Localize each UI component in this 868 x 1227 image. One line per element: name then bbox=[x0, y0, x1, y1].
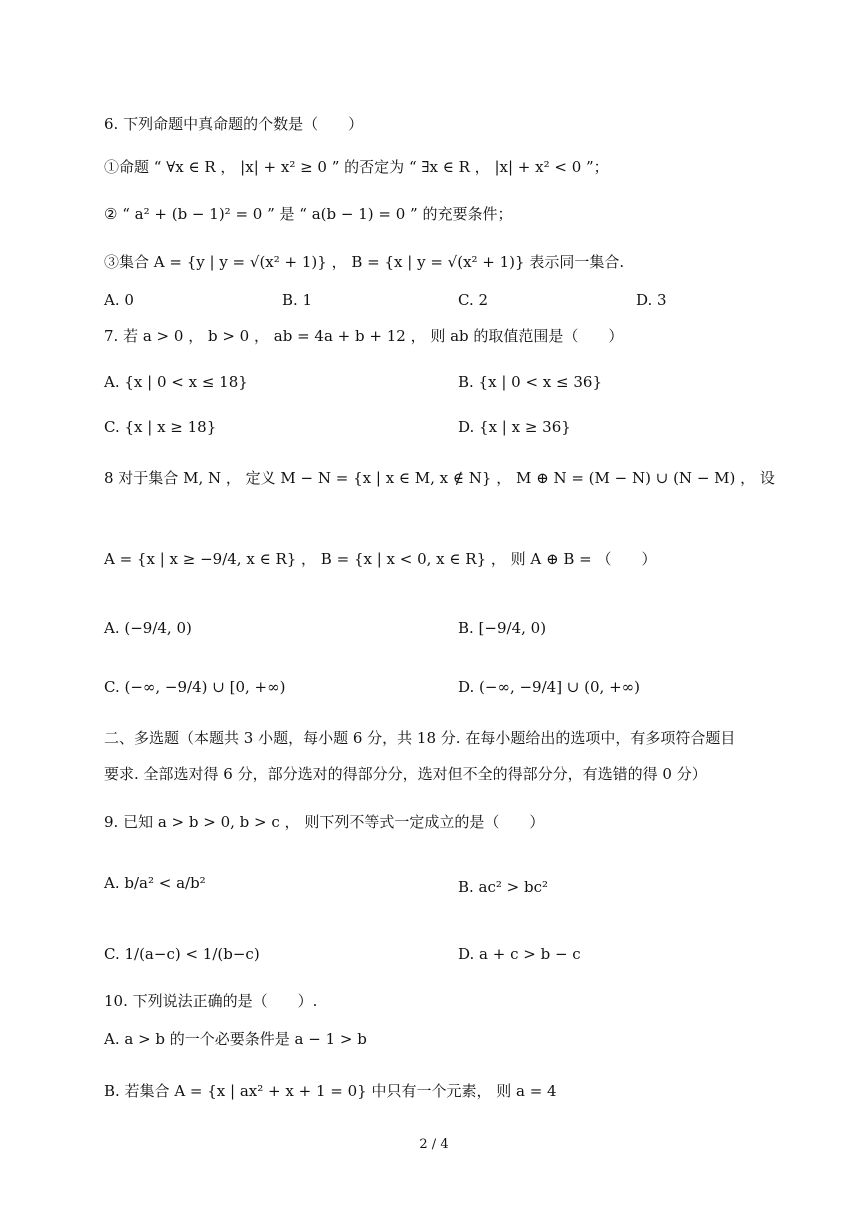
q8-stem-2: A = {x | x ≥ −9/4, x ∈ R} ， B = {x | x < 0, x ∈ R} ， 则 A ⊕ B = （ ） bbox=[104, 550, 657, 568]
q9-option-b: B. ac² > bc² bbox=[458, 878, 549, 896]
q9-option-a: A. b/a² < a/b² bbox=[104, 874, 206, 892]
q8-stem: 8 对于集合 M, N ， 定义 M − N = {x | x ∈ M, x ∉ N} ， M ⊕ N = (M − N) ∪ (N − M) ， 设 bbox=[104, 469, 775, 487]
q8-option-b: B. [−9/4, 0) bbox=[458, 619, 547, 637]
q10-option-b: B. 若集合 A = {x | ax² + x + 1 = 0} 中只有一个元素， 则 a = 4 bbox=[104, 1082, 557, 1100]
q6-option-b: B. 1 bbox=[282, 291, 313, 309]
q10-stem: 10. 下列说法正确的是（ ）. bbox=[104, 992, 318, 1010]
q6-option-d: D. 3 bbox=[636, 291, 667, 309]
q6-stem: 6. 下列命题中真命题的个数是（ ） bbox=[104, 115, 364, 133]
q8-option-a: A. (−9/4, 0) bbox=[104, 619, 192, 637]
page-number: 2 / 4 bbox=[419, 1137, 449, 1152]
section-2-instructions: 要求. 全部选对得 6 分，部分选对的得部分分，选对但不全的得部分分，有选错的得 0 分） bbox=[104, 765, 707, 783]
q7-option-a: A. {x | 0 < x ≤ 18} bbox=[104, 373, 248, 391]
q7-option-b: B. {x | 0 < x ≤ 36} bbox=[458, 373, 602, 391]
q10-option-a: A. a > b 的一个必要条件是 a − 1 > b bbox=[104, 1030, 367, 1048]
q8-option-c: C. (−∞, −9/4) ∪ [0, +∞) bbox=[104, 678, 286, 696]
section-2-heading: 二、多选题（本题共 3 小题，每小题 6 分，共 18 分. 在每小题给出的选项中，有多项符合题目 bbox=[104, 729, 736, 747]
q7-option-d: D. {x | x ≥ 36} bbox=[458, 418, 571, 436]
q7-option-c: C. {x | x ≥ 18} bbox=[104, 418, 217, 436]
q6-statement-1: ①命题 “ ∀x ∈ R ， |x| + x² ≥ 0 ” 的否定为 “ ∃x ∈ R ， |x| + x² < 0 ”； bbox=[104, 158, 609, 176]
q9-stem: 9. 已知 a > b > 0, b > c ， 则下列不等式一定成立的是（ ） bbox=[104, 813, 545, 831]
q6-statement-2: ② “ a² + (b − 1)² = 0 ” 是 “ a(b − 1) = 0 ” 的充要条件； bbox=[104, 205, 513, 223]
q6-option-a: A. 0 bbox=[104, 291, 134, 309]
q9-option-d: D. a + c > b − c bbox=[458, 945, 581, 963]
q6-option-c: C. 2 bbox=[458, 291, 489, 309]
q7-stem: 7. 若 a > 0 ， b > 0 ， ab = 4a + b + 12 ， 则 ab 的取值范围是（ ） bbox=[104, 327, 624, 345]
q6-statement-3: ③集合 A = {y | y = √(x² + 1)} ， B = {x | y = √(x² + 1)} 表示同一集合. bbox=[104, 253, 625, 271]
q9-option-c: C. 1/(a−c) < 1/(b−c) bbox=[104, 945, 260, 963]
q8-option-d: D. (−∞, −9/4] ∪ (0, +∞) bbox=[458, 678, 640, 696]
